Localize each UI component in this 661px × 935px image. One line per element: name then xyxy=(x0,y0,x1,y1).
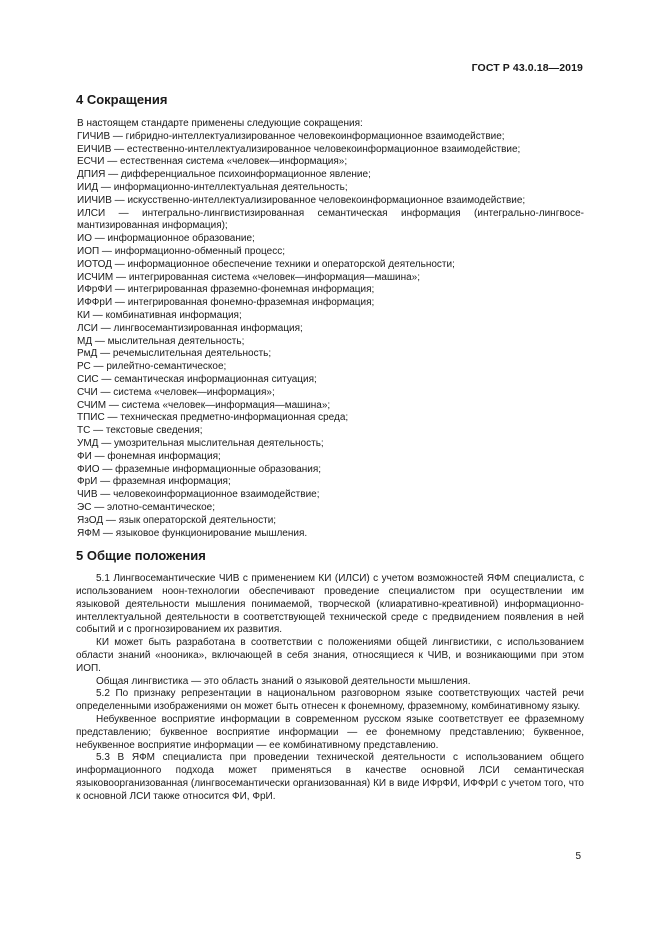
abbreviation-list xyxy=(76,131,584,541)
document-code: ГОСТ Р 43.0.18—2019 xyxy=(471,62,583,74)
abbreviation-item: ФрИ — фраземная информация; xyxy=(77,476,231,488)
abbreviation-item: ИЛСИ — интегрально-лингвистизированная семантическая информация (интегрально-лингвосе-мантизированная информация); xyxy=(77,207,584,232)
abbreviation-item: СИС — семантическая информационная ситуация; xyxy=(77,373,317,385)
abbreviation-item: ФИ — фонемная информация; xyxy=(77,450,221,462)
abbreviation-item: ГИЧИВ — гибридно-интеллектуализированное человекоинформационное взаимодействие; xyxy=(77,130,505,142)
paragraph: Общая лингвистика — это область знаний о языковой деятельности мышления. xyxy=(96,675,471,687)
abbreviation-item: СЧИМ — система «человек—информация—машина»; xyxy=(77,399,331,411)
abbreviation-item: ФИО — фраземные информационные образования; xyxy=(77,463,322,475)
paragraph: КИ может быть разработана в соответствии с положениями общей лингвистики, с использованием области знаний «ноoника», включающей в себя знания, относящиеся к ЧИВ, и возникающими при этом ИОП. xyxy=(76,637,584,674)
abbreviation-item: ИФФрИ — интегрированная фонемно-фраземная информация; xyxy=(77,297,375,309)
abbreviation-item: ЯзОД — язык операторской деятельности; xyxy=(77,514,277,526)
abbreviation-item: ЭС — элотно-семантическое; xyxy=(77,501,215,513)
abbreviation-item: РС — рилейтно-семантическое; xyxy=(77,361,227,373)
abbreviation-item: ТПИС — техническая предметно-информационная среда; xyxy=(77,412,349,424)
abbreviation-item: ИИД — информационно-интеллектуальная деятельность; xyxy=(77,181,348,193)
abbreviation-item: РмД — речемыслительная деятельность; xyxy=(77,348,272,360)
abbreviation-item: СЧИ — система «человек—информация»; xyxy=(77,386,275,398)
abbreviation-item: ЯФМ — языковое функционирование мышления. xyxy=(77,527,308,539)
abbreviation-item: ИИЧИВ — искусственно-интеллектуализированное человекоинформационное взаимодействие; xyxy=(77,194,526,206)
abbreviation-item: УМД — умозрительная мыслительная деятельность; xyxy=(77,437,324,449)
paragraph: 5.1 Лингвосемантические ЧИВ с применением КИ (ИЛСИ) с учетом возможностей ЯФМ специалиста, с использованием ноон-технологии обеспечивают проведение специалистом при осуществлении им языковой деятельности мышления понимаемой, творческой (клиаративно-креативной) информационно-интеллектуальной деятельности в соответствующей технической среде с предвидением появления в ней событий и с прогнозированием их развития. xyxy=(76,573,584,636)
abbreviation-item: КИ — комбинативная информация; xyxy=(77,309,242,321)
paragraph: 5.3 В ЯФМ специалиста при проведении технической деятельности с использованием общего информационного подхода может применяться в качестве основной ЛСИ семантическая языковоорганизованная (лингвосемантически организованная) КИ в виде ИФрФИ, ИФФрИ с учетом того, что к основной ЛСИ также относится ФИ, ФрИ. xyxy=(76,752,584,802)
paragraph: Небуквенное восприятие информации в современном русском языке соответствует ее фраземному представлению; буквенное восприятие информации — ее фонемному представлению; буквенное, небуквенное восприятие информации — ее комбинативному представлению. xyxy=(76,714,584,751)
page-content xyxy=(76,92,584,804)
section-abbreviations xyxy=(76,92,584,540)
section-4-title: 4 Сокращения xyxy=(76,92,168,107)
abbreviation-item: ЕИЧИВ — естественно-интеллектуализированное человекоинформационное взаимодействие; xyxy=(77,143,521,155)
abbreviation-item: МД — мыслительная деятельность; xyxy=(77,335,245,347)
paragraph: 5.2 По признаку репрезентации в национальном разговорном языке соответствующих частей речи определенными изображениями он может быть отнесен к фонемному, фраземному, комбинативному языку. xyxy=(76,688,584,713)
abbreviation-item: ИФрФИ — интегрированная фраземно-фонемная информация; xyxy=(77,284,375,296)
abbreviation-item: ДПИЯ — дифференциальное психоинформационное явление; xyxy=(77,169,371,181)
abbreviation-item: ЧИВ — человекоинформационное взаимодействие; xyxy=(77,489,320,501)
abbreviation-item: ИОП — информационно-обменный процесс; xyxy=(77,245,286,257)
abbreviation-item: ИСЧИМ — интегрированная система «человек—информация—машина»; xyxy=(77,271,421,283)
abbreviation-item: ЛСИ — лингвосемантизированная информация; xyxy=(77,322,303,334)
page-number: 5 xyxy=(575,851,581,862)
abbreviation-item: ЕСЧИ — естественная система «человек—информация»; xyxy=(77,156,348,168)
abbreviation-item: ТС — текстовые сведения; xyxy=(77,425,203,437)
section-4-intro: В настоящем стандарте применены следующие сокращения: xyxy=(77,118,363,129)
section-general-provisions xyxy=(76,548,584,803)
abbreviation-item: ИОТОД — информационное обеспечение техники и операторской деятельности; xyxy=(77,258,455,270)
abbreviation-item: ИО — информационное образование; xyxy=(77,233,255,245)
section-5-title: 5 Общие положения xyxy=(76,548,206,564)
